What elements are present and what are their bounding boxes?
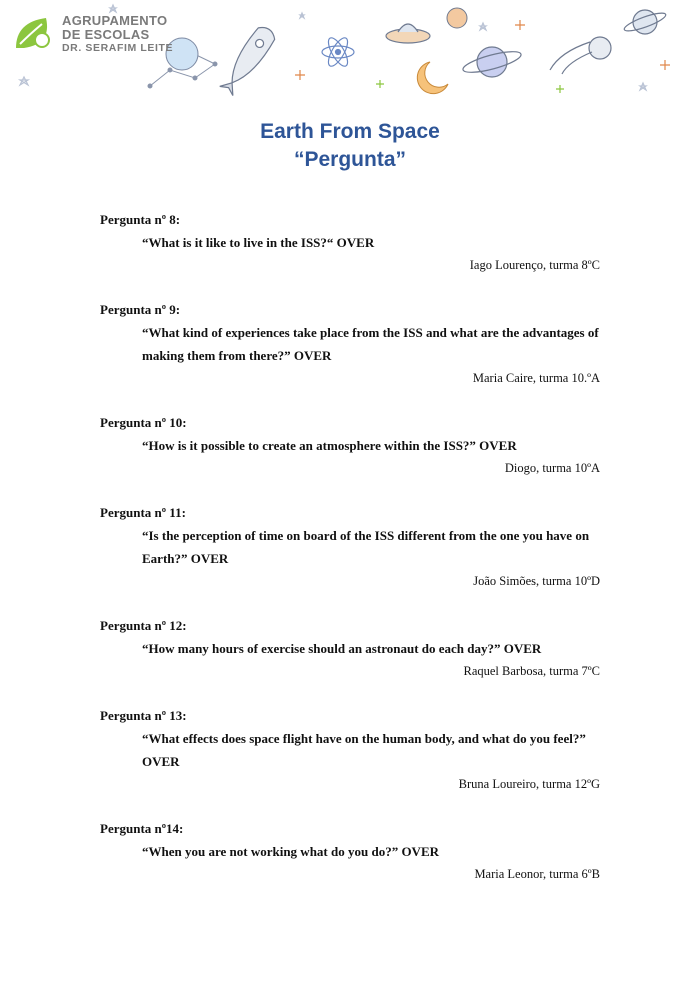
header-banner (0, 0, 700, 100)
question-author: Maria Caire, turma 10.ºA (472, 371, 600, 385)
question-label: Pergunta nº 9: (100, 302, 181, 317)
question-author: Maria Leonor, turma 6ºB (474, 867, 600, 881)
question-text: “What kind of experiences take place from the ISS and what are the advantages of making them from there?” OVER (142, 325, 599, 363)
question-author: Bruna Loureiro, turma 12ºG (458, 777, 600, 791)
school-name-line3: DR. SERAFIM LEITE (62, 42, 174, 54)
question-list (100, 209, 600, 908)
question-label: Pergunta nº 11: (100, 505, 186, 520)
question-label: Pergunta nº14: (100, 821, 184, 836)
question-author: Iago Lourenço, turma 8ºC (469, 258, 600, 272)
question-item (100, 209, 600, 276)
school-leaf-logo-icon (12, 14, 56, 54)
school-name (62, 14, 192, 55)
question-text: “When you are not working what do you do?” OVER (142, 844, 440, 859)
question-text: “Is the perception of time on board of the ISS different from the one you have on Earth?” OVER (142, 528, 590, 566)
question-author: João Simões, turma 10ºD (473, 574, 600, 588)
question-item (100, 299, 600, 389)
page-subtitle: “Pergunta” (293, 148, 406, 171)
question-label: Pergunta nº 12: (100, 618, 187, 633)
question-item (100, 705, 600, 795)
question-item (100, 818, 600, 885)
question-author: Raquel Barbosa, turma 7ºC (463, 664, 600, 678)
school-name-line1: AGRUPAMENTO (62, 13, 168, 28)
question-item (100, 615, 600, 682)
question-text: “How is it possible to create an atmosphere within the ISS?” OVER (142, 438, 517, 453)
question-item (100, 412, 600, 479)
question-text: “How many hours of exercise should an astronaut do each day?” OVER (142, 641, 542, 656)
question-text: “What effects does space flight have on the human body, and what do you feel?” OVER (142, 731, 586, 769)
question-label: Pergunta nº 10: (100, 415, 187, 430)
question-label: Pergunta nº 8: (100, 212, 181, 227)
school-logo (12, 14, 192, 60)
school-name-line2: DE ESCOLAS (62, 27, 150, 42)
page-title: Earth From Space (260, 120, 440, 143)
question-item (100, 502, 600, 592)
question-text: “What is it like to live in the ISS?“ OVER (142, 235, 375, 250)
title-block (0, 118, 700, 174)
question-author: Diogo, turma 10ºA (504, 461, 600, 475)
question-label: Pergunta nº 13: (100, 708, 187, 723)
